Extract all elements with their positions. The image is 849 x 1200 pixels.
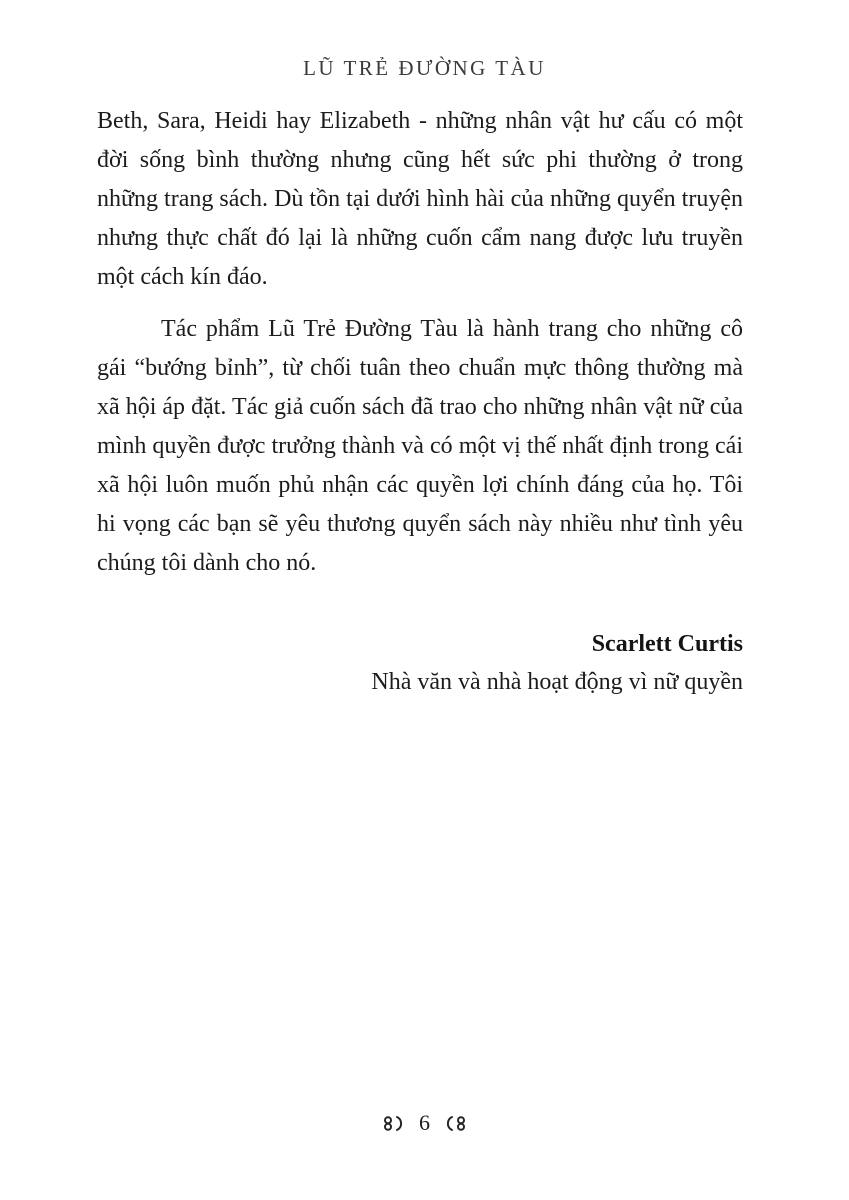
page-footer <box>0 1112 849 1134</box>
page-number: 6 <box>419 1110 430 1135</box>
signature-role: Nhà văn và nhà hoạt động vì nữ quyền <box>371 669 743 695</box>
fleuron-right-icon <box>441 1115 468 1132</box>
fleuron-left-icon <box>381 1115 408 1132</box>
running-title: LŨ TRẺ ĐƯỜNG TÀU <box>303 56 546 80</box>
signature-block <box>97 625 743 701</box>
page-body <box>97 102 743 701</box>
signature-name: Scarlett Curtis <box>591 631 743 657</box>
paragraph-2: Tác phẩm Lũ Trẻ Đường Tàu là hành trang cho những cô gái “bướng bỉnh”, từ chối tuân theo chuẩn mực thông thường mà xã hội áp đặt. Tác giả cuốn sách đã trao cho những nhân vật nữ của mình quyền được trưởng thành và có một vị thế nhất định trong cái xã hội luôn muốn phủ nhận các quyền lợi chính đáng của họ. Tôi hi vọng các bạn sẽ yêu thương quyển sách này nhiều như tình yêu chúng tôi dành cho nó. <box>97 316 743 576</box>
paragraph-1: Beth, Sara, Heidi hay Elizabeth - những nhân vật hư cấu có một đời sống bình thường nhưng cũng hết sức phi thường ở trong những trang sách. Dù tồn tại dưới hình hài của những quyển truyện nhưng thực chất đó lại là những cuốn cẩm nang được lưu truyền một cách kín đáo. <box>97 108 743 290</box>
